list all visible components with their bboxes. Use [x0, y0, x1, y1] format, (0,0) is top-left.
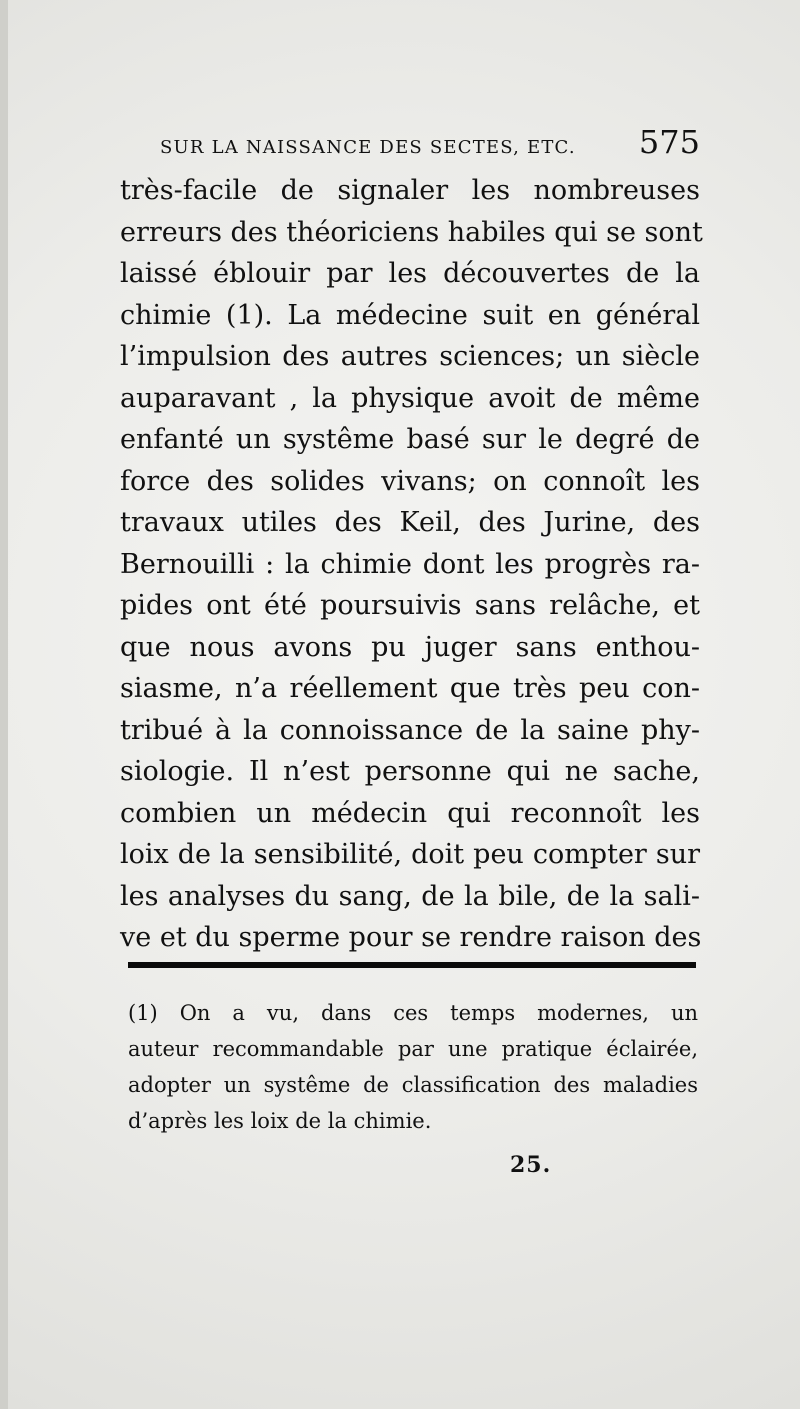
text-line: pides ont été poursuivis sans relâche, et: [120, 590, 700, 621]
text-line: chimie (1). La médecine suit en général: [120, 299, 700, 331]
text-line: travaux utiles des Keil, des Jurine, des: [120, 507, 700, 538]
running-header: [160, 118, 700, 161]
text-line: très-facile de signaler les nombreuses: [120, 175, 700, 206]
text-line: enfanté un systême basé sur le degré de: [120, 424, 700, 455]
footnote-line: adopter un systême de classification des maladies: [128, 1073, 698, 1097]
footnote: [128, 995, 698, 1139]
main-text: [120, 170, 703, 959]
text-line: les analyses du sang, de la bile, de la sali-: [120, 880, 700, 912]
text-line: l’impulsion des autres sciences; un siècle: [120, 341, 700, 372]
footnote-line: d’après les loix de la chimie.: [128, 1109, 432, 1133]
page-number: 575: [638, 123, 700, 161]
running-title: SUR LA NAISSANCE DES SECTES, ETC.: [160, 137, 576, 158]
text-line: tribué à la connoissance de la saine phy-: [120, 714, 700, 746]
text-line: Bernouilli : la chimie dont les progrès ra-: [120, 548, 700, 580]
text-line: laissé éblouir par les découvertes de la: [120, 258, 700, 289]
footnote-line: auteur recommandable par une pratique éclairée,: [128, 1037, 698, 1061]
footnote-divider: [128, 962, 696, 968]
footnote-line: (1) On a vu, dans ces temps modernes, un: [128, 1001, 698, 1025]
text-line: combien un médecin qui reconnoît les: [120, 797, 700, 829]
text-line: loix de la sensibilité, doit peu compter sur: [120, 839, 700, 870]
signature-mark: 25.: [510, 1152, 552, 1178]
text-line: ve et du sperme pour se rendre raison des: [120, 922, 702, 953]
text-line: erreurs des théoriciens habiles qui se sont: [120, 216, 703, 248]
text-line: auparavant , la physique avoit de même: [120, 382, 700, 414]
text-line: que nous avons pu juger sans enthou-: [120, 631, 700, 663]
text-line: force des solides vivans; on connoît les: [120, 465, 700, 497]
text-line: siologie. Il n’est personne qui ne sache,: [120, 756, 700, 787]
text-line: siasme, n’a réellement que très peu con-: [120, 673, 700, 704]
